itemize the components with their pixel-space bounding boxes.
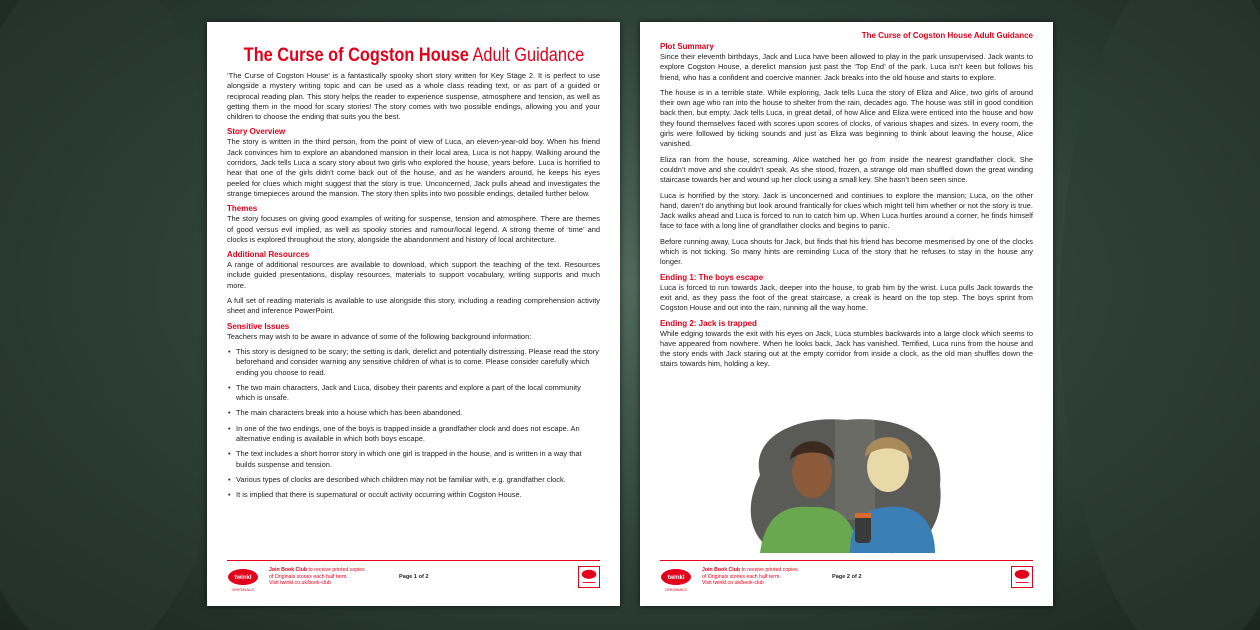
heading-plot-summary: Plot Summary bbox=[660, 42, 714, 51]
quality-badge-icon bbox=[1011, 566, 1033, 588]
page-footer bbox=[227, 560, 600, 600]
page-footer bbox=[660, 560, 1033, 600]
plot-paragraph: Since their eleventh birthdays, Jack and Luca have been allowed to play in the park unsupervised. Jack wants to explore Cogston House, a derelict mansion just past the ‘Top End’ of the park. Luca isn’t keen but follows his friend, who has a confident and coercive manner. Jack breaks into the old house and starts to explore. bbox=[660, 52, 1033, 82]
resources-text-1: A range of additional resources are available to download, which support the teaching of the text. Resources include guided presentations, display resources, materials to support vocabulary, writing supports and much more. bbox=[227, 260, 600, 290]
intro-paragraph: ‘The Curse of Cogston House’ is a fantastically spooky short story written for Key Stage 2. It is perfect to use alongside a mystery writing topic and can be used as a whole class reading text, or as part of a guided or reciprocal reading plan. This story helps the reader to experience suspense, atmosphere and tension, as well as getting them in the mood for scary stories! The story comes with two possible endings, allowing you and your children to choose the ending that suits you the best. bbox=[227, 71, 600, 122]
club-line2: of Originals stories each half term. bbox=[702, 573, 781, 580]
resources-text-2: A full set of reading materials is available to use alongside this story, including a reading comprehension activity sheet and inference PowerPoint. bbox=[227, 296, 600, 316]
svg-text:twinkl: twinkl bbox=[667, 575, 685, 581]
svg-text:ORIGINALS: ORIGINALS bbox=[232, 587, 254, 592]
svg-text:ORIGINALS: ORIGINALS bbox=[665, 587, 687, 592]
list-item: • The text includes a short horror story in which one girl is trapped in the house, and is written in a way that builds suspense and tension. bbox=[228, 449, 600, 470]
plot-paragraph: The house is in a terrible state. While exploring, Jack tells Luca the story of Eliza and Alice, two girls of around their own age who ran into the house to shelter from the rain, decades ago. The house was still in good condition back then, but empty. Jack tells Luca, in great detail, of how Alice and Eliza were enticed into the house and how they found themselves faced with scores upon scores of clocks, of various shapes and sizes. In every room, the girls were followed by ticking sounds and just as Eliza was beginning to think about leaving the house, Alice vanished. bbox=[660, 87, 1033, 149]
heading-sensitive-issues: Sensitive Issues bbox=[227, 321, 290, 331]
heading-story-overview: Story Overview bbox=[227, 127, 286, 137]
ending-1-text: Luca is forced to run towards Jack, deeper into the house, to grab him by the wrist. Luca pulls Jack towards the exit and, as they pass the foot of the great staircase, a creak is heard on the top step. The boys sprint from Cogston House and out into the rain, running all the way home. bbox=[660, 282, 1033, 313]
quality-badge-icon bbox=[578, 566, 600, 588]
running-header: The Curse of Cogston House Adult Guidance bbox=[861, 31, 1033, 40]
club-bold: Join Book Club bbox=[702, 567, 741, 573]
story-overview-text: The story is written in the third person, from the point of view of Luca, an eleven-year-old boy. When his friend Jack convinces him to explore an abandoned mansion in their local area, Luca is not happy. Walking around the corridors, Jack tells Luca a scary story about two girls who explored the house, years before. Luca is horrified to hear that one of the girls didn’t come back out of the house, and as he wanders around, he keeps his eyes peeled for clues which might suggest that the story is true. Unconcerned, Jack pulls ahead and investigates the strange timepieces around the mansion. The story then splits into two possible endings, detailed further below. bbox=[227, 137, 600, 198]
club-rest: to receive printed copies bbox=[740, 567, 798, 573]
document-page-1 bbox=[207, 22, 620, 606]
list-item: • It is implied that there is supernatural or occult activity occurring within Cogston House. bbox=[228, 490, 600, 500]
heading-ending-1: Ending 1: The boys escape bbox=[660, 272, 764, 282]
page-number: Page 2 of 2 bbox=[832, 574, 862, 580]
title-light: Adult Guidance bbox=[472, 45, 584, 66]
boys-illustration bbox=[740, 415, 952, 555]
plot-paragraph: Eliza ran from the house, screaming. Alice watched her go from inside the nearest grandfather clock. She couldn’t move and she couldn’t speak. As she stood, frozen, a strange old man shuffled down the great winding staircase towards her and wound up her clock using a small key. She hasn’t been seen since. bbox=[660, 154, 1033, 185]
sensitive-list bbox=[228, 347, 600, 501]
title-inner bbox=[243, 45, 584, 67]
document-page-2 bbox=[640, 22, 1053, 606]
list-item: • This story is designed to be scary; the setting is dark, derelict and potentially distressing. Please read the story beforehand and consider warning any sensitive children of what is to come. Please consider carefully which ending you choose to read. bbox=[228, 347, 600, 378]
book-club-promo bbox=[269, 567, 365, 587]
club-rest: to receive printed copies bbox=[307, 567, 365, 573]
book-club-link[interactable]: Visit twinkl.co.uk/book-club bbox=[702, 580, 764, 586]
list-item: • In one of the two endings, one of the boys is trapped inside a grandfather clock and does not escape. An alternative ending is available in which both boys escape. bbox=[228, 424, 600, 445]
list-item: • Various types of clocks are described which children may not be familiar with, e.g. grandfather clock. bbox=[228, 475, 600, 485]
page-number: Page 1 of 2 bbox=[399, 574, 429, 580]
page-title bbox=[213, 45, 614, 67]
forest-background bbox=[0, 0, 240, 630]
sensitive-intro: Teachers may wish to be aware in advance of some of the following background information: bbox=[227, 331, 532, 341]
ending-2-text: While edging towards the exit with his eyes on Jack, Luca stumbles backwards into a large clock which seems to have appeared from nowhere. When he looks back, Jack has vanished. Terrified, Luca runs from the house and the story ends with Jack staring out at the empty corridor from inside a clock, as the old man shuffles down the stairs towards him, holding a key. bbox=[660, 328, 1033, 369]
book-club-link[interactable]: Visit twinkl.co.uk/book-club bbox=[269, 580, 331, 586]
list-item: • The two main characters, Jack and Luca, disobey their parents and explore a part of the local community which is unsafe. bbox=[228, 383, 600, 404]
book-club-promo bbox=[702, 567, 798, 587]
club-bold: Join Book Club bbox=[269, 567, 308, 573]
heading-themes: Themes bbox=[227, 204, 258, 214]
title-bold: The Curse of Cogston House bbox=[243, 45, 469, 66]
twinkl-originals-logo bbox=[660, 567, 692, 593]
heading-additional-resources: Additional Resources bbox=[227, 250, 310, 260]
svg-text:twinkl: twinkl bbox=[234, 575, 252, 581]
list-item: • The main characters break into a house which has been abandoned. bbox=[228, 408, 600, 418]
twinkl-originals-logo bbox=[227, 567, 259, 593]
club-line2: of Originals stories each half term. bbox=[269, 573, 348, 580]
plot-paragraph: Before running away, Luca shouts for Jack, but finds that his friend has become mesmerised by one of the clocks which is not ticking. So many hints are reminding Luca of the story that he refuses to stay in the house any longer. bbox=[660, 236, 1033, 267]
plot-paragraph: Luca is horrified by the story. Jack is unconcerned and continues to explore the mansion; Luca, on the other hand, daren’t do anything but look around frantically for clues which might tell him whether or not the story is true. Jack walks ahead and Luca is forced to run to catch him up. When Luca hurtles around a corner, he finds himself face to face with a long line of grandfather clocks and begins to panic. bbox=[660, 190, 1033, 231]
themes-text: The story focuses on giving good examples of writing for suspense, tension and atmosphere. There are themes of good versus evil implied, as well as spooky stories and rumour/local legend. A strong theme of ‘time’ and clocks is explored throughout the story, alongside the abandonment and history of local architecture. bbox=[227, 214, 600, 244]
forest-background-right bbox=[1060, 0, 1260, 630]
heading-ending-2: Ending 2: Jack is trapped bbox=[660, 318, 757, 328]
